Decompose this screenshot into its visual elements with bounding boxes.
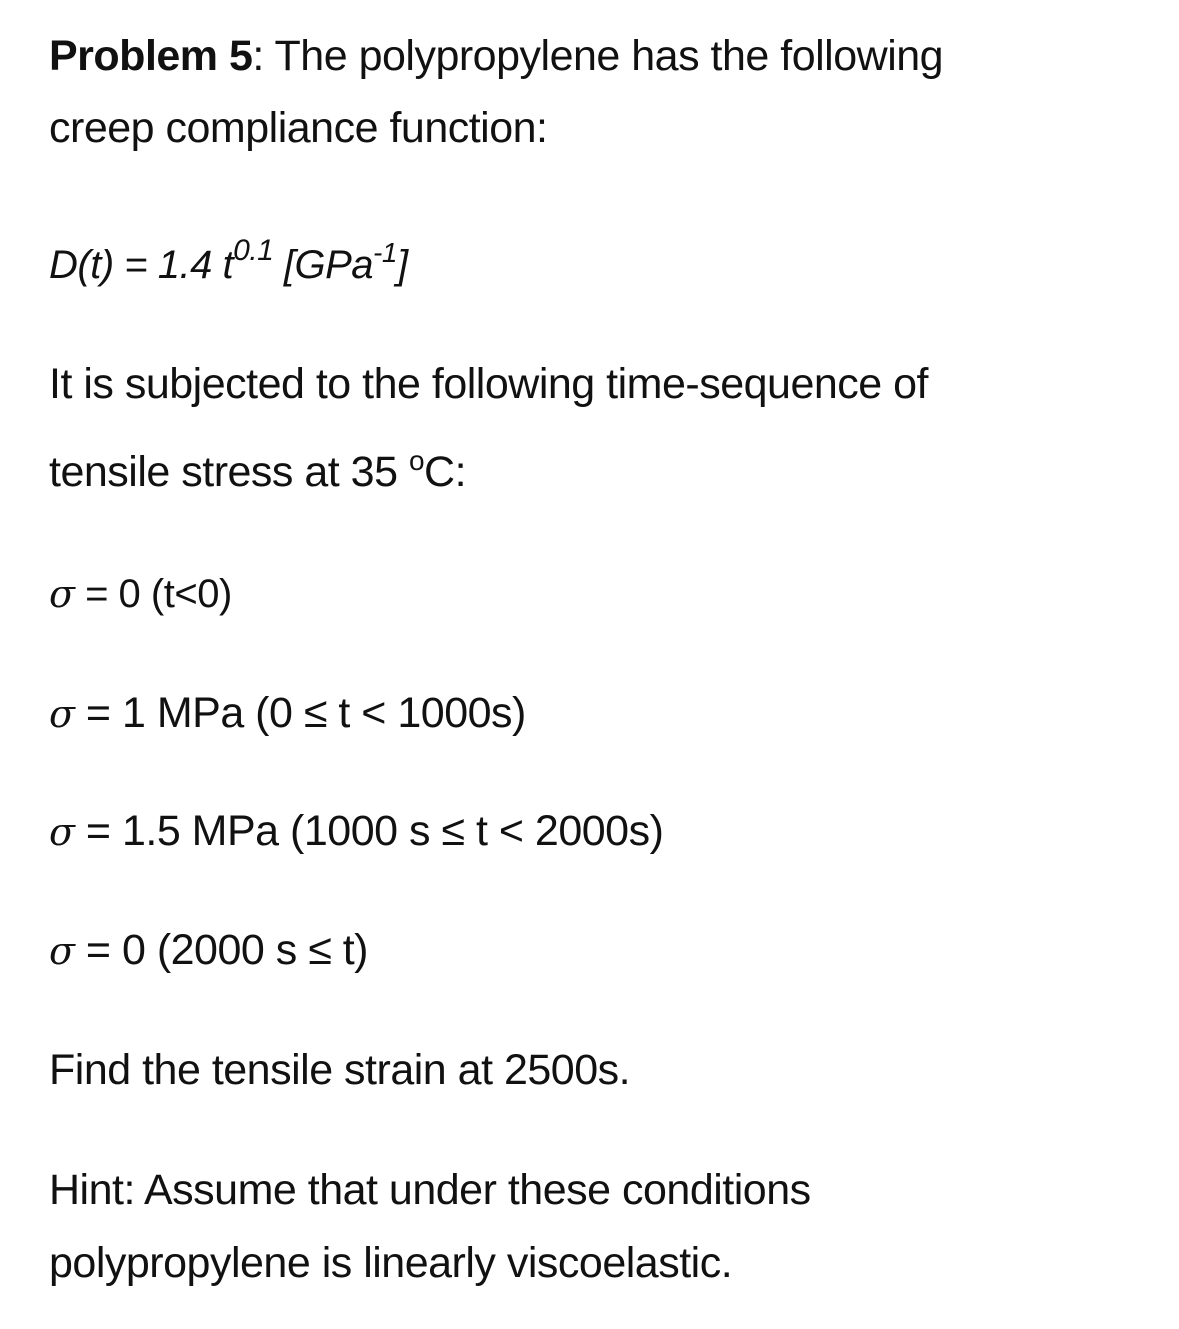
- problem-statement-line-1: [49, 32, 943, 81]
- stress-condition-1: [49, 572, 232, 617]
- problem-label: Problem 5: [49, 32, 253, 80]
- equation-unit: [GPa: [273, 243, 374, 287]
- stress-condition-text: = 1 MPa (0 ≤ t < 1000s): [74, 689, 526, 737]
- sigma-symbol: σ: [49, 692, 75, 736]
- hint-line-2: polypropylene is linearly viscoelastic.: [49, 1239, 733, 1287]
- compliance-equation: [49, 234, 408, 288]
- stress-condition-text: = 0 (2000 s ≤ t): [74, 926, 369, 974]
- problem-statement-line-2: creep compliance function:: [49, 104, 548, 152]
- stress-condition-text: = 0 (t<0): [74, 572, 232, 616]
- temperature-unit: C:: [424, 448, 467, 496]
- stress-intro-text: tensile stress at 35: [49, 448, 409, 496]
- equation-unit-close: ]: [396, 243, 408, 287]
- hint-line-1: Hint: Assume that under these conditions: [49, 1166, 811, 1214]
- equation-exponent: 0.1: [233, 234, 274, 267]
- question-text: Find the tensile strain at 2500s.: [49, 1046, 631, 1094]
- equation-lhs: D(t) = 1.4 t: [49, 243, 234, 287]
- stress-intro-line-1: It is subjected to the following time-sequence of: [49, 360, 929, 408]
- stress-condition-text: = 1.5 MPa (1000 s ≤ t < 2000s): [74, 807, 664, 855]
- sigma-symbol: σ: [49, 572, 75, 616]
- degree-symbol: o: [408, 445, 425, 476]
- sigma-symbol: σ: [49, 810, 75, 854]
- stress-condition-4: [49, 926, 368, 975]
- stress-condition-2: [49, 689, 526, 738]
- stress-condition-3: [49, 807, 663, 856]
- equation-unit-exponent: -1: [373, 237, 397, 268]
- problem-intro-text: : The polypropylene has the following: [252, 32, 944, 80]
- stress-intro-line-2: [49, 445, 467, 497]
- sigma-symbol: σ: [49, 929, 75, 973]
